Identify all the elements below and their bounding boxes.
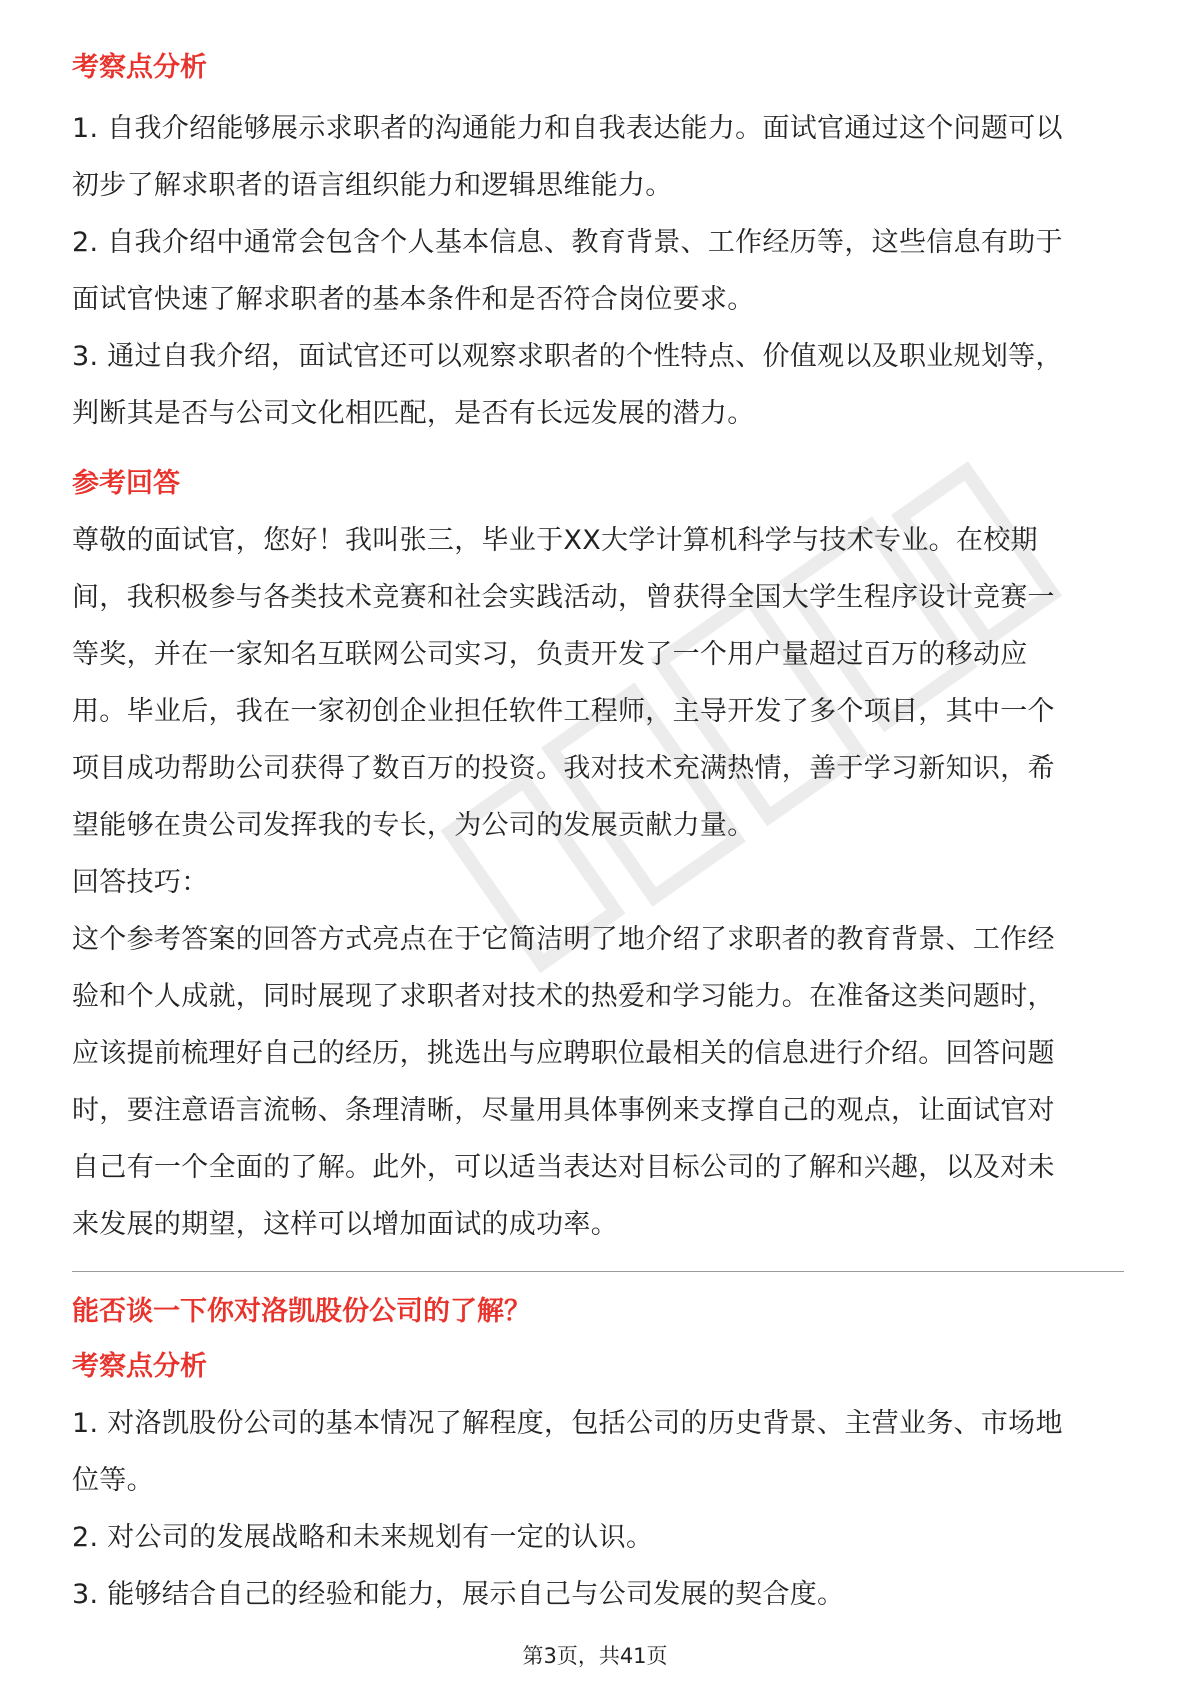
- tips-line: 验和个人成就，同时展现了求职者对技术的热爱和学习能力。在准备这类问题时，: [72, 981, 1055, 1012]
- section-analysis-1: [72, 48, 1124, 442]
- answer-line: 等奖，并在一家知名互联网公司实习，负责开发了一个用户量超过百万的移动应: [72, 639, 1028, 670]
- answer-line: 间，我积极参与各类技术竞赛和社会实践活动，曾获得全国大学生程序设计竞赛一: [72, 582, 1055, 613]
- paragraph-line: 初步了解求职者的语言组织能力和逻辑思维能力。: [72, 170, 673, 201]
- question-block: [72, 1292, 1124, 1623]
- section-reference-answer: [72, 464, 1124, 1253]
- paragraph-line: 2. 对公司的发展战略和未来规划有一定的认识。: [72, 1522, 654, 1553]
- paragraph-line: 判断其是否与公司文化相匹配，是否有长远发展的潜力。: [72, 398, 755, 429]
- paragraph-line: 位等。: [72, 1465, 154, 1496]
- section-divider: [72, 1271, 1124, 1272]
- paragraph-line: 1. 自我介绍能够展示求职者的沟通能力和自我表达能力。面试官通过这个问题可以: [72, 113, 1063, 144]
- paragraph-line: 3. 能够结合自己的经验和能力，展示自己与公司发展的契合度。: [72, 1579, 845, 1610]
- answer-line: 用。毕业后，我在一家初创企业担任软件工程师，主导开发了多个项目，其中一个: [72, 696, 1055, 727]
- tips-label: 回答技巧：: [72, 867, 209, 898]
- paragraph-line: 面试官快速了解求职者的基本条件和是否符合岗位要求。: [72, 284, 755, 315]
- paragraph-line: 3. 通过自我介绍，面试官还可以观察求职者的个性特点、价值观以及职业规划等，: [72, 341, 1063, 372]
- paragraph-line: 2. 自我介绍中通常会包含个人基本信息、教育背景、工作经历等，这些信息有助于: [72, 227, 1063, 258]
- tips-line: 来发展的期望，这样可以增加面试的成功率。: [72, 1209, 618, 1240]
- answer-line: 望能够在贵公司发挥我的专长，为公司的发展贡献力量。: [72, 810, 755, 841]
- paragraph-line: 1. 对洛凯股份公司的基本情况了解程度，包括公司的历史背景、主营业务、市场地: [72, 1408, 1063, 1439]
- section-heading: 参考回答: [72, 468, 180, 499]
- section-heading: 考察点分析: [72, 1351, 207, 1382]
- question-title: 能否谈一下你对洛凯股份公司的了解？: [72, 1296, 531, 1327]
- document-page: [72, 48, 1124, 1623]
- tips-line: 应该提前梳理好自己的经历，挑选出与应聘职位最相关的信息进行介绍。回答问题: [72, 1038, 1055, 1069]
- section-heading: 考察点分析: [72, 52, 207, 83]
- tips-line: 时，要注意语言流畅、条理清晰，尽量用具体事例来支撑自己的观点，让面试官对: [72, 1095, 1055, 1126]
- answer-line: 尊敬的面试官，您好！我叫张三，毕业于XX大学计算机科学与技术专业。在校期: [72, 525, 1038, 556]
- page-footer: 第3页，共41页: [522, 1644, 668, 1668]
- answer-line: 项目成功帮助公司获得了数百万的投资。我对技术充满热情，善于学习新知识，希: [72, 753, 1055, 784]
- tips-line: 这个参考答案的回答方式亮点在于它简洁明了地介绍了求职者的教育背景、工作经: [72, 924, 1055, 955]
- tips-line: 自己有一个全面的了解。此外，可以适当表达对目标公司的了解和兴趣，以及对未: [72, 1152, 1055, 1183]
